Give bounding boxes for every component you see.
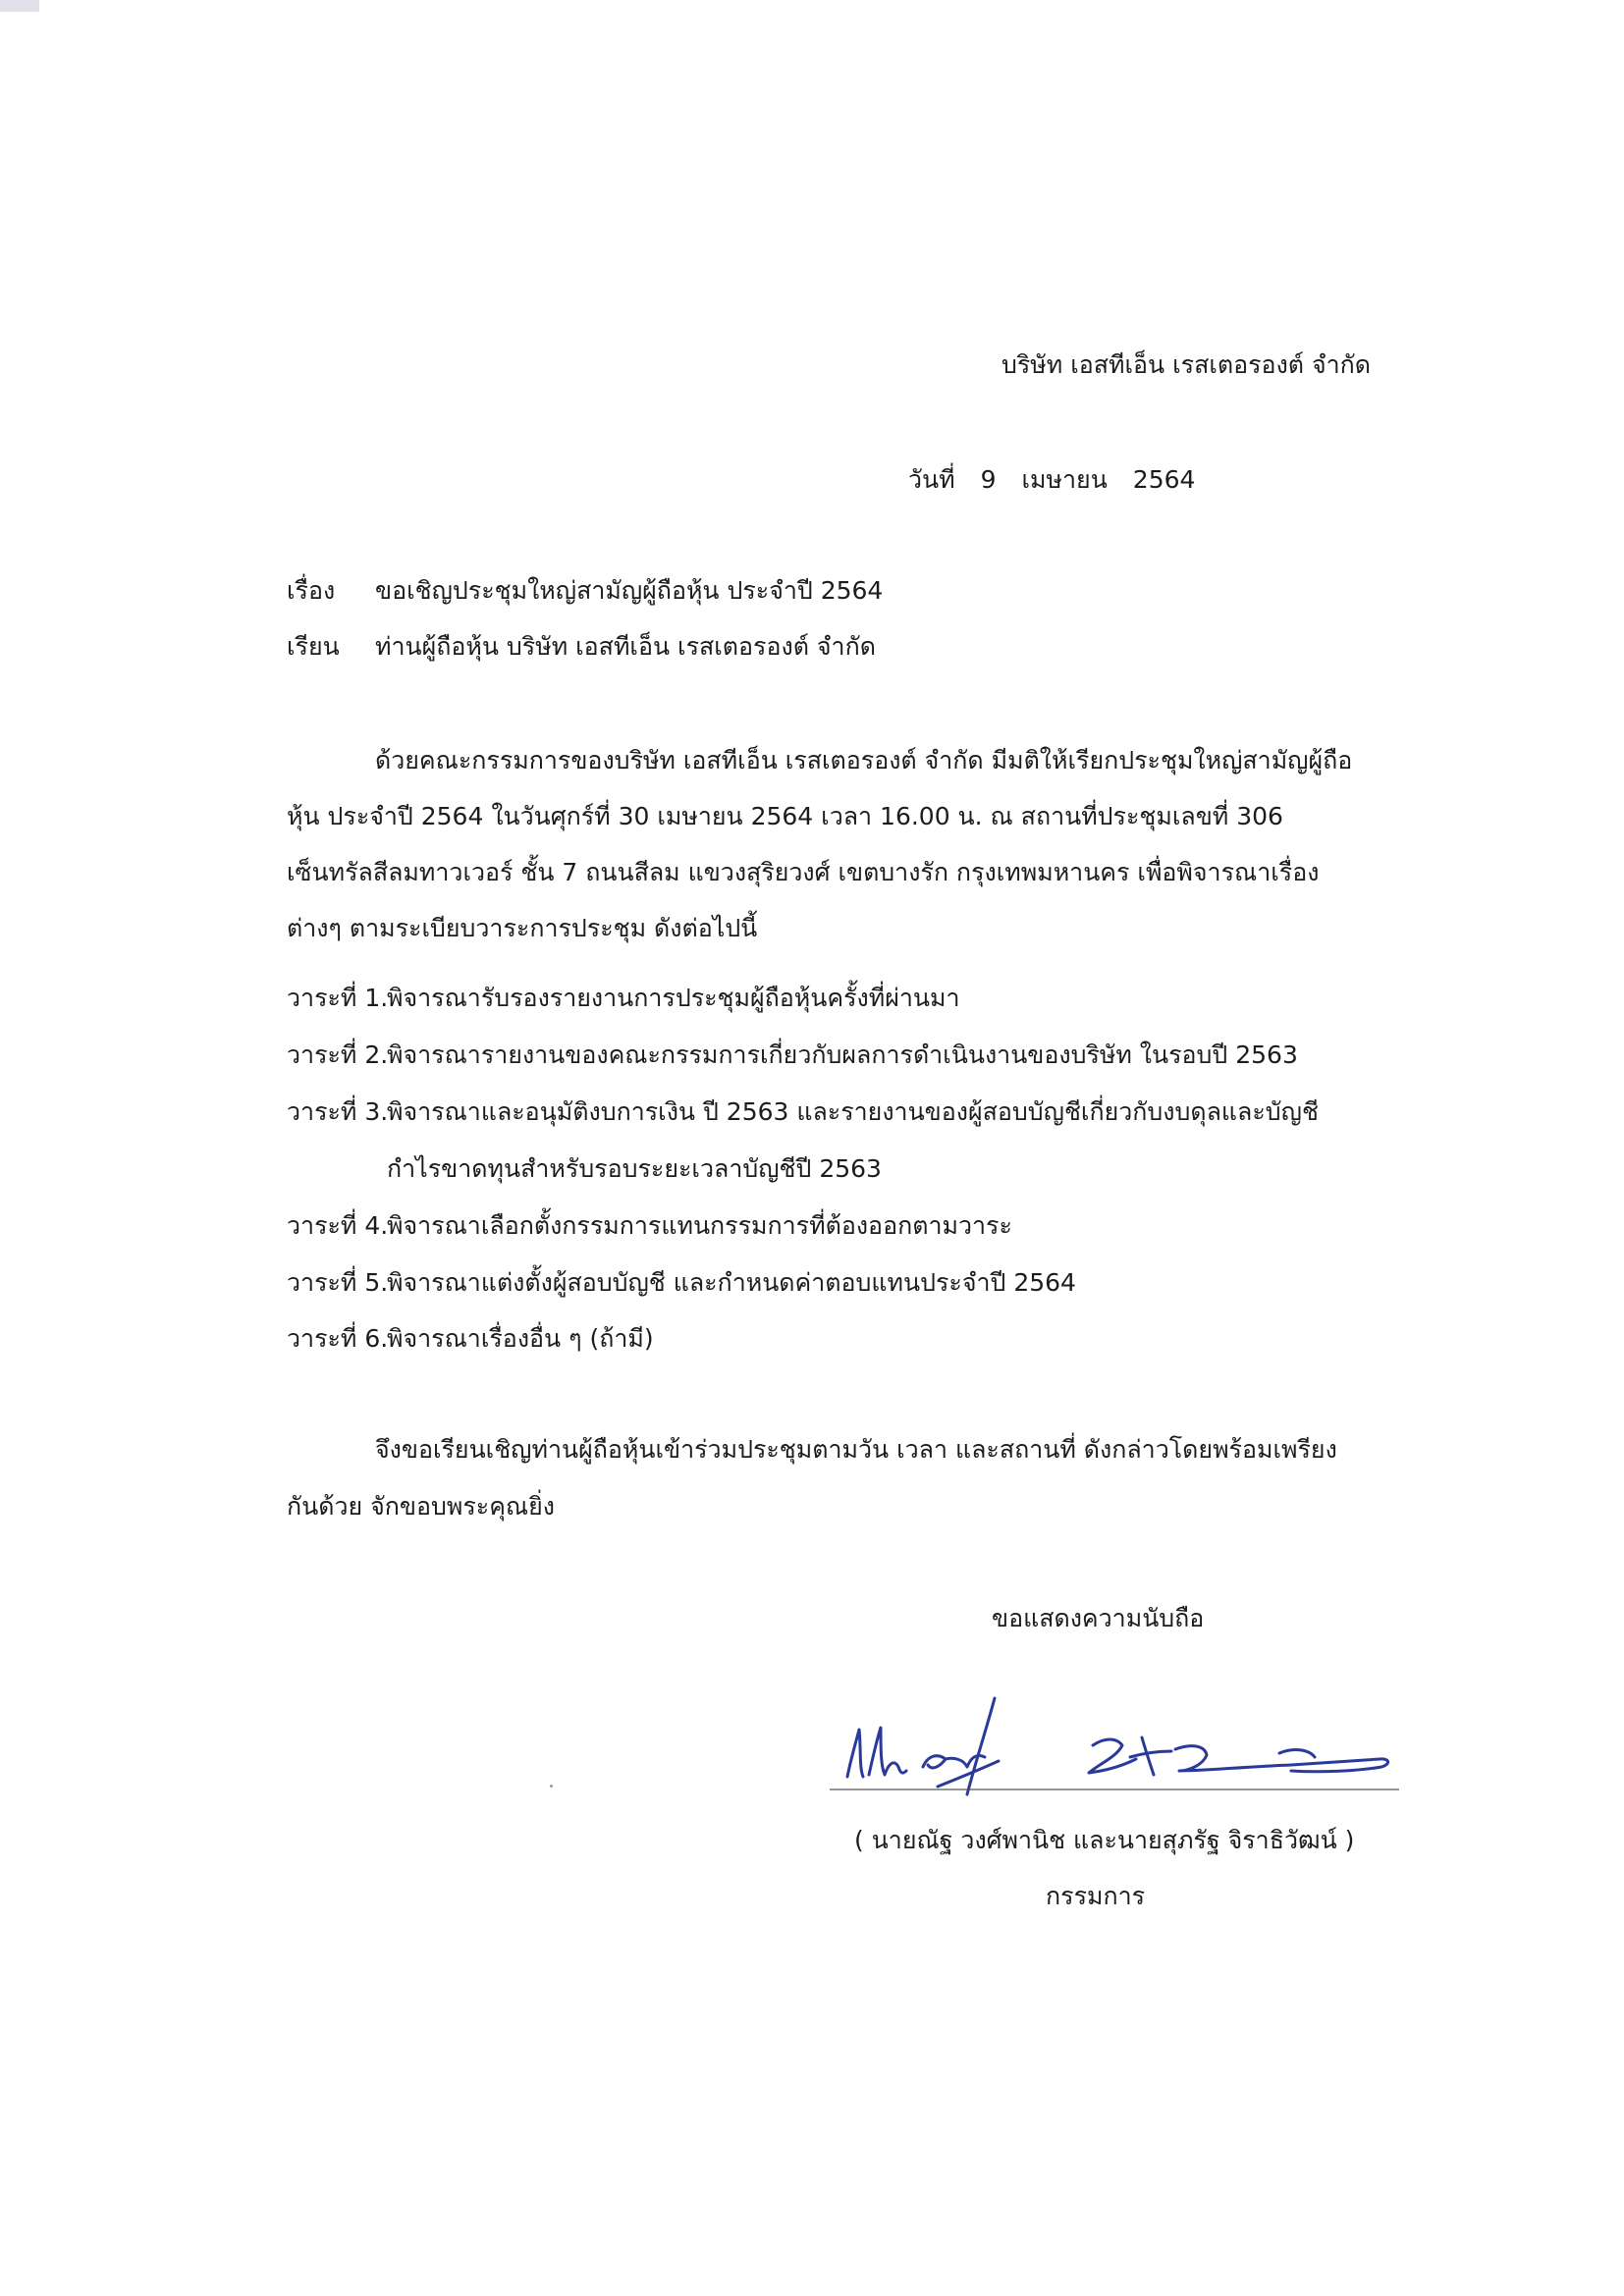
subject-row xyxy=(287,574,883,608)
subject-label: เรื่อง xyxy=(287,576,336,605)
date-line xyxy=(908,463,1195,497)
agenda-number: วาระที่ 2. xyxy=(287,1041,389,1069)
agenda-item-1 xyxy=(287,982,960,1015)
date-label: วันที่ xyxy=(908,465,955,494)
recipient-row xyxy=(287,630,876,664)
subject-text: ขอเชิญประชุมใหญ่สามัญผู้ถือหุ้น ประจำปี 2564 xyxy=(375,576,884,605)
agenda-item-6 xyxy=(287,1322,654,1356)
agenda-item-5 xyxy=(287,1266,1076,1300)
scan-speck xyxy=(550,1785,553,1788)
agenda-item-4 xyxy=(287,1209,1012,1243)
closing-phrase: ขอแสดงความนับถือ xyxy=(992,1604,1205,1632)
agenda-number: วาระที่ 1. xyxy=(287,984,389,1012)
agenda-number: วาระที่ 5. xyxy=(287,1268,389,1297)
handwritten-signature xyxy=(830,1669,1404,1806)
invitation-line-2: กันด้วย จักขอบพระคุณยิ่ง xyxy=(287,1492,555,1521)
date-day: 9 xyxy=(980,465,997,494)
signatory-title: กรรมการ xyxy=(1046,1882,1146,1910)
date-month: เมษายน xyxy=(1021,465,1108,494)
agenda-number: วาระที่ 6. xyxy=(287,1324,389,1353)
intro-line-1: ด้วยคณะกรรมการของบริษัท เอสทีเอ็น เรสเตอรองต์ จำกัด มีมติให้เรียกประชุมใหญ่สามัญผู้ถือ xyxy=(375,746,1353,774)
agenda-text: พิจารณาแต่งตั้งผู้สอบบัญชี และกำหนดค่าตอบแทนประจำปี 2564 xyxy=(387,1268,1076,1297)
scan-corner-mark xyxy=(0,0,39,12)
intro-line-3: เซ็นทรัลสีลมทาวเวอร์ ชั้น 7 ถนนสีลม แขวงสุริยวงศ์ เขตบางรัก กรุงเทพมหานคร เพื่อพิจารณาเรื่อง xyxy=(287,858,1320,886)
recipient-text: ท่านผู้ถือหุ้น บริษัท เอสทีเอ็น เรสเตอรองต์ จำกัด xyxy=(375,632,876,661)
agenda-item-3-continuation: กำไรขาดทุนสำหรับรอบระยะเวลาบัญชีปี 2563 xyxy=(387,1154,882,1183)
intro-line-4: ต่างๆ ตามระเบียบวาระการประชุม ดังต่อไปนี้ xyxy=(287,914,758,942)
intro-line-2: หุ้น ประจำปี 2564 ในวันศุกร์ที่ 30 เมษายน 2564 เวลา 16.00 น. ณ สถานที่ประชุมเลขที่ 306 xyxy=(287,802,1283,830)
agenda-text: พิจารณาเรื่องอื่น ๆ (ถ้ามี) xyxy=(387,1324,654,1353)
agenda-text: พิจารณารับรองรายงานการประชุมผู้ถือหุ้นครั้งที่ผ่านมา xyxy=(387,984,960,1012)
invitation-line-1: จึงขอเรียนเชิญท่านผู้ถือหุ้นเข้าร่วมประชุมตามวัน เวลา และสถานที่ ดังกล่าวโดยพร้อมเพรียง xyxy=(375,1435,1337,1464)
agenda-text: พิจารณาเลือกตั้งกรรมการแทนกรรมการที่ต้องออกตามวาระ xyxy=(387,1211,1012,1240)
agenda-item-2 xyxy=(287,1039,1298,1072)
agenda-number: วาระที่ 4. xyxy=(287,1211,389,1240)
agenda-number: วาระที่ 3. xyxy=(287,1097,389,1126)
signatory-names: ( นายณัฐ วงศ์พานิช และนายสุภรัฐ จิราธิวัฒน์ ) xyxy=(854,1826,1355,1854)
company-header: บริษัท เอสทีเอ็น เรสเตอรองต์ จำกัด xyxy=(1001,350,1372,379)
recipient-label: เรียน xyxy=(287,632,340,661)
agenda-text: พิจารณารายงานของคณะกรรมการเกี่ยวกับผลการดำเนินงานของบริษัท ในรอบปี 2563 xyxy=(387,1041,1298,1069)
agenda-text: พิจารณาและอนุมัติงบการเงิน ปี 2563 และรายงานของผู้สอบบัญชีเกี่ยวกับงบดุลและบัญชี xyxy=(387,1097,1319,1126)
date-year: 2564 xyxy=(1132,465,1196,494)
agenda-item-3 xyxy=(287,1095,1319,1129)
